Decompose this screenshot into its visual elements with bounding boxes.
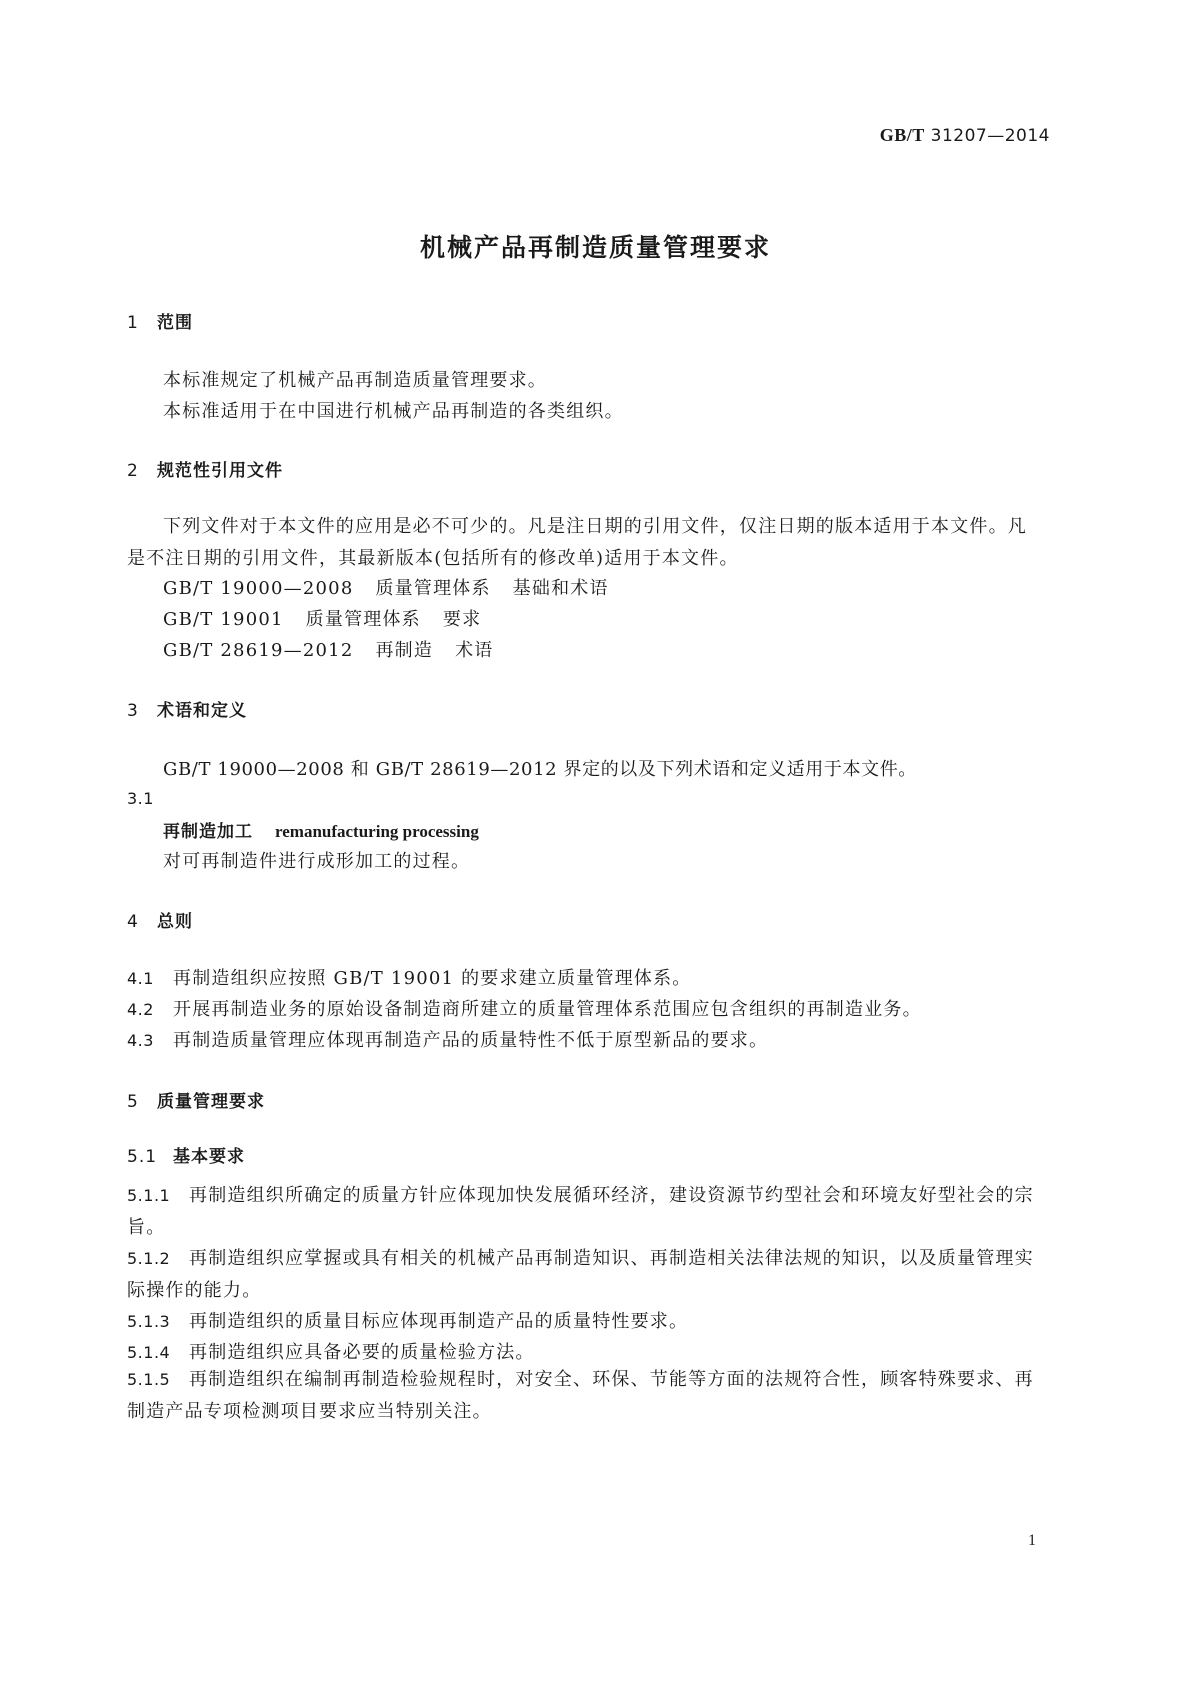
- term-number: 3.1: [127, 789, 154, 808]
- paragraph: 下列文件对于本文件的应用是必不可少的。凡是注日期的引用文件，仅注日期的版本适用于本文件。凡是不注日期的引用文件，其最新版本(包括所有的修改单)适用于本文件。: [127, 516, 1027, 569]
- reference-item: [163, 605, 481, 631]
- clause-item: [127, 1243, 1045, 1307]
- paragraph: 本标准适用于在中国进行机械产品再制造的各类组织。: [163, 401, 624, 422]
- section-title: 范围: [157, 313, 193, 333]
- reference-code: GB/T 19001: [163, 609, 284, 630]
- subsection-heading: [127, 1142, 245, 1167]
- reference-title: 质量管理体系: [305, 609, 421, 630]
- term-chinese: 再制造加工: [163, 822, 253, 842]
- reference-title: 质量管理体系: [375, 578, 491, 599]
- reference-subtitle: 要求: [442, 609, 482, 630]
- clause-number: 5.1.5: [127, 1370, 171, 1389]
- section-title: 质量管理要求: [157, 1092, 265, 1112]
- clause-number: 5.1.1: [127, 1186, 171, 1205]
- section-3-heading: [127, 696, 247, 721]
- paragraph: GB/T 19000—2008 和 GB/T 28619—2012 界定的以及下列术语和定义适用于本文件。: [163, 759, 917, 780]
- reference-item: [163, 574, 609, 600]
- clause-text: 再制造组织的质量目标应体现再制造产品的质量特性要求。: [189, 1311, 689, 1332]
- standard-prefix: GB/T: [879, 125, 925, 145]
- clause-item: [127, 995, 922, 1021]
- term-english: remanufacturing processing: [275, 822, 479, 841]
- document-title: 机械产品再制造质量管理要求: [419, 233, 771, 262]
- section-1-heading: [127, 308, 193, 333]
- reference-item: [163, 636, 493, 662]
- clause-item: [127, 1338, 535, 1364]
- section-title: 总则: [157, 912, 193, 932]
- clause-item: [127, 1307, 688, 1333]
- section-title: 术语和定义: [157, 701, 247, 721]
- clause-number: 4.3: [127, 1031, 154, 1050]
- clause-text: 开展再制造业务的原始设备制造商所建立的质量管理体系范围应包含组织的再制造业务。: [173, 999, 922, 1020]
- clause-item: [127, 1180, 1045, 1244]
- subsection-title: 基本要求: [173, 1147, 245, 1167]
- reference-title: 再制造: [375, 640, 434, 661]
- section-number: 5: [127, 1092, 139, 1112]
- subsection-number: 5.1: [127, 1147, 158, 1167]
- section-number: 3: [127, 701, 139, 721]
- paragraph: 本标准规定了机械产品再制造质量管理要求。: [163, 370, 547, 391]
- section-number: 2: [127, 461, 139, 481]
- section-5-heading: [127, 1087, 265, 1112]
- clause-text: 再制造组织所确定的质量方针应体现加快发展循环经济，建设资源节约型社会和环境友好型社会的宗旨。: [127, 1185, 1034, 1238]
- clause-number: 5.1.4: [127, 1343, 171, 1362]
- clause-text: 再制造组织在编制再制造检验规程时，对安全、环保、节能等方面的法规符合性，顾客特殊要求、再制造产品专项检测项目要求应当特别关注。: [127, 1369, 1034, 1422]
- clause-text: 再制造质量管理应体现再制造产品的质量特性不低于原型新品的要求。: [173, 1030, 769, 1051]
- section-number: 1: [127, 313, 139, 333]
- clause-item: [127, 1364, 1045, 1428]
- reference-code: GB/T 19000—2008: [163, 578, 354, 599]
- clause-number: 4.1: [127, 969, 154, 988]
- term-entry: [163, 817, 479, 842]
- reference-subtitle: 术语: [455, 640, 494, 661]
- clause-text: 再制造组织应按照 GB/T 19001 的要求建立质量管理体系。: [173, 968, 692, 989]
- section-title: 规范性引用文件: [157, 461, 283, 481]
- standard-number: [880, 125, 1050, 146]
- section-2-heading: [127, 456, 283, 481]
- reference-code: GB/T 28619—2012: [163, 640, 354, 661]
- clause-number: 5.1.3: [127, 1312, 171, 1331]
- clause-item: [127, 964, 692, 990]
- reference-subtitle: 基础和术语: [512, 578, 609, 599]
- clause-item: [127, 1026, 768, 1052]
- clause-number: 4.2: [127, 1000, 154, 1019]
- section-4-heading: [127, 907, 193, 932]
- standard-code: 31207—2014: [930, 126, 1050, 146]
- section-number: 4: [127, 912, 139, 932]
- page-number: 1: [1028, 1532, 1036, 1549]
- clause-number: 5.1.2: [127, 1249, 171, 1268]
- clause-text: 再制造组织应掌握或具有相关的机械产品再制造知识、再制造相关法律法规的知识，以及质量管理实际操作的能力。: [127, 1248, 1034, 1301]
- term-definition: 对可再制造件进行成形加工的过程。: [163, 851, 471, 872]
- clause-text: 再制造组织应具备必要的质量检验方法。: [189, 1342, 535, 1363]
